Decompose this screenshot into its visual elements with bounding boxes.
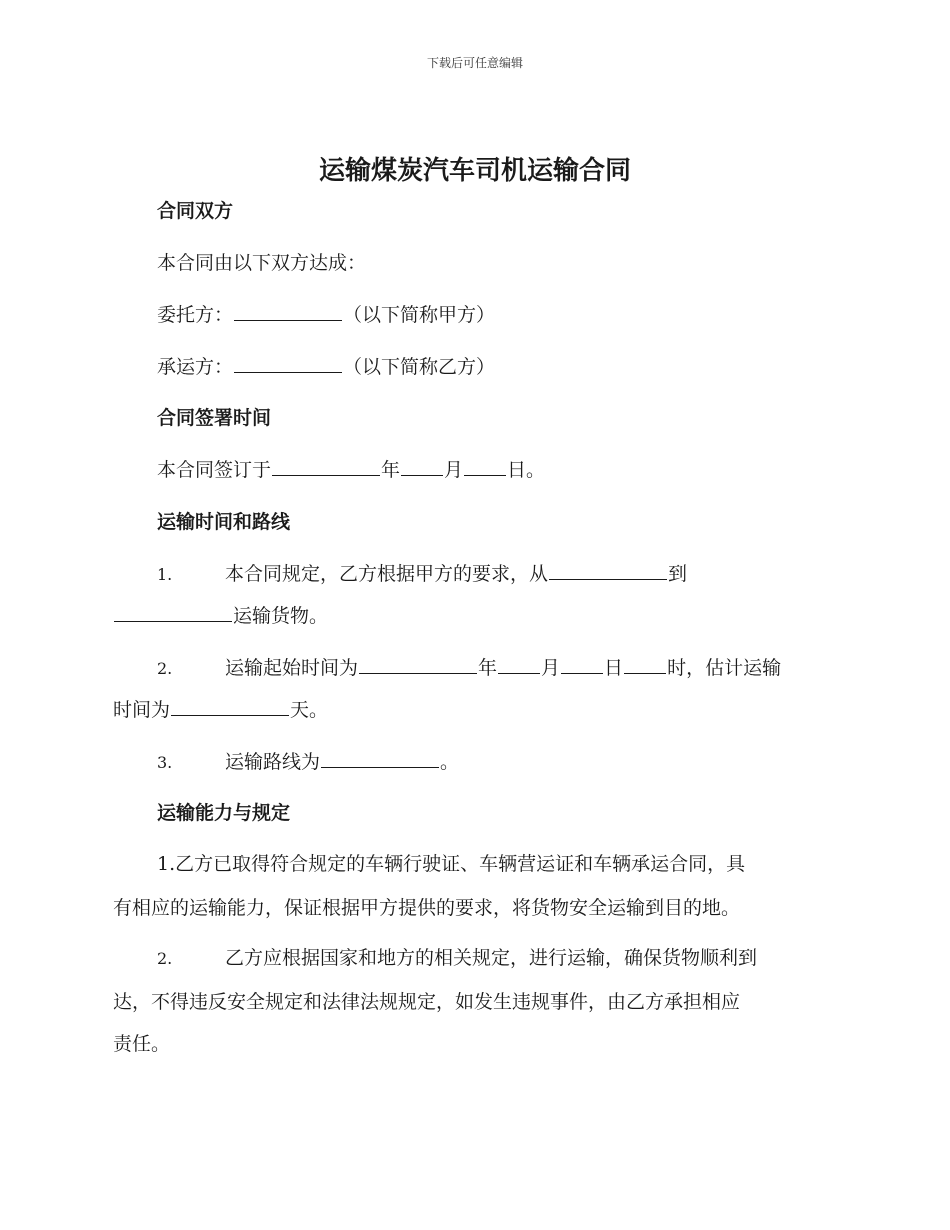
party-a-suffix: （以下简称甲方） [343, 304, 496, 326]
start-year-label: 年 [478, 657, 498, 679]
route-item-2-line2 [113, 689, 838, 731]
capability-item-1-line1: 1.乙方已取得符合规定的车辆行驶证、车辆营运证和车辆承运合同，具 [157, 853, 746, 875]
route-item-1-text-c: 运输货物。 [233, 605, 329, 627]
party-a-label: 委托方： [157, 304, 234, 326]
route-item-1-line1 [157, 553, 882, 596]
signing-month-label: 月 [444, 459, 464, 481]
section-heading-signing: 合同签署时间 [157, 407, 272, 429]
capability-item-2-text: 乙方应根据国家和地方的相关规定，进行运输，确保货物顺利到 [225, 947, 758, 969]
start-month-blank[interactable] [498, 655, 540, 674]
route-item-3-line [157, 741, 882, 784]
section-heading-parties: 合同双方 [157, 200, 234, 222]
route-item-2-text-d: 天。 [290, 699, 329, 721]
page-header-note: 下载后可任意编辑 [426, 56, 523, 70]
party-a-line [157, 294, 882, 336]
party-b-line [157, 346, 882, 388]
signing-year-blank[interactable] [272, 457, 380, 476]
start-month-label: 月 [541, 657, 561, 679]
capability-item-2-line3: 责任。 [113, 1033, 171, 1055]
route-origin-blank[interactable] [549, 561, 667, 580]
duration-days-blank[interactable] [171, 697, 289, 716]
party-a-blank[interactable] [234, 302, 342, 321]
route-item-3-text-a: 运输路线为 [225, 751, 321, 773]
route-destination-blank[interactable] [114, 603, 232, 622]
start-day-label: 日 [604, 657, 624, 679]
route-item-1-text-a: 本合同规定，乙方根据甲方的要求，从 [225, 563, 549, 585]
signing-date-line [157, 449, 882, 491]
capability-item-2-number: 2. [157, 949, 173, 968]
route-item-1-text-b: 到 [668, 563, 688, 585]
start-year-blank[interactable] [359, 655, 477, 674]
route-item-1-line2 [113, 595, 838, 637]
signing-prefix: 本合同签订于 [157, 459, 272, 481]
route-item-2-number: 2. [157, 659, 173, 678]
route-path-blank[interactable] [321, 749, 439, 768]
section-heading-route: 运输时间和路线 [157, 511, 291, 533]
party-b-blank[interactable] [234, 354, 342, 373]
section-heading-capability: 运输能力与规定 [157, 802, 291, 824]
capability-item-1-line2: 有相应的运输能力，保证根据甲方提供的要求，将货物安全运输到目的地。 [113, 897, 741, 919]
start-day-blank[interactable] [561, 655, 603, 674]
parties-intro: 本合同由以下双方达成： [157, 252, 367, 274]
route-item-3-text-b: 。 [440, 751, 460, 773]
signing-day-blank[interactable] [464, 457, 506, 476]
signing-year-label: 年 [381, 459, 401, 481]
capability-item-2-line1 [157, 937, 882, 980]
route-item-3-number: 3. [157, 753, 173, 772]
route-item-1-number: 1. [157, 565, 173, 584]
route-item-2-text-c: 时间为 [113, 699, 171, 721]
document-title: 运输煤炭汽车司机运输合同 [318, 156, 631, 186]
party-b-label: 承运方： [157, 356, 234, 378]
route-item-2-text-a: 运输起始时间为 [225, 657, 359, 679]
party-b-suffix: （以下简称乙方） [343, 356, 496, 378]
route-item-2-line1 [157, 647, 882, 690]
signing-day-label: 日。 [507, 459, 546, 481]
start-hour-blank[interactable] [624, 655, 666, 674]
capability-item-2-line2: 达，不得违反安全规定和法律法规规定，如发生违规事件，由乙方承担相应 [113, 991, 741, 1013]
start-hour-label: 时，估计运输 [667, 657, 782, 679]
signing-month-blank[interactable] [401, 457, 443, 476]
